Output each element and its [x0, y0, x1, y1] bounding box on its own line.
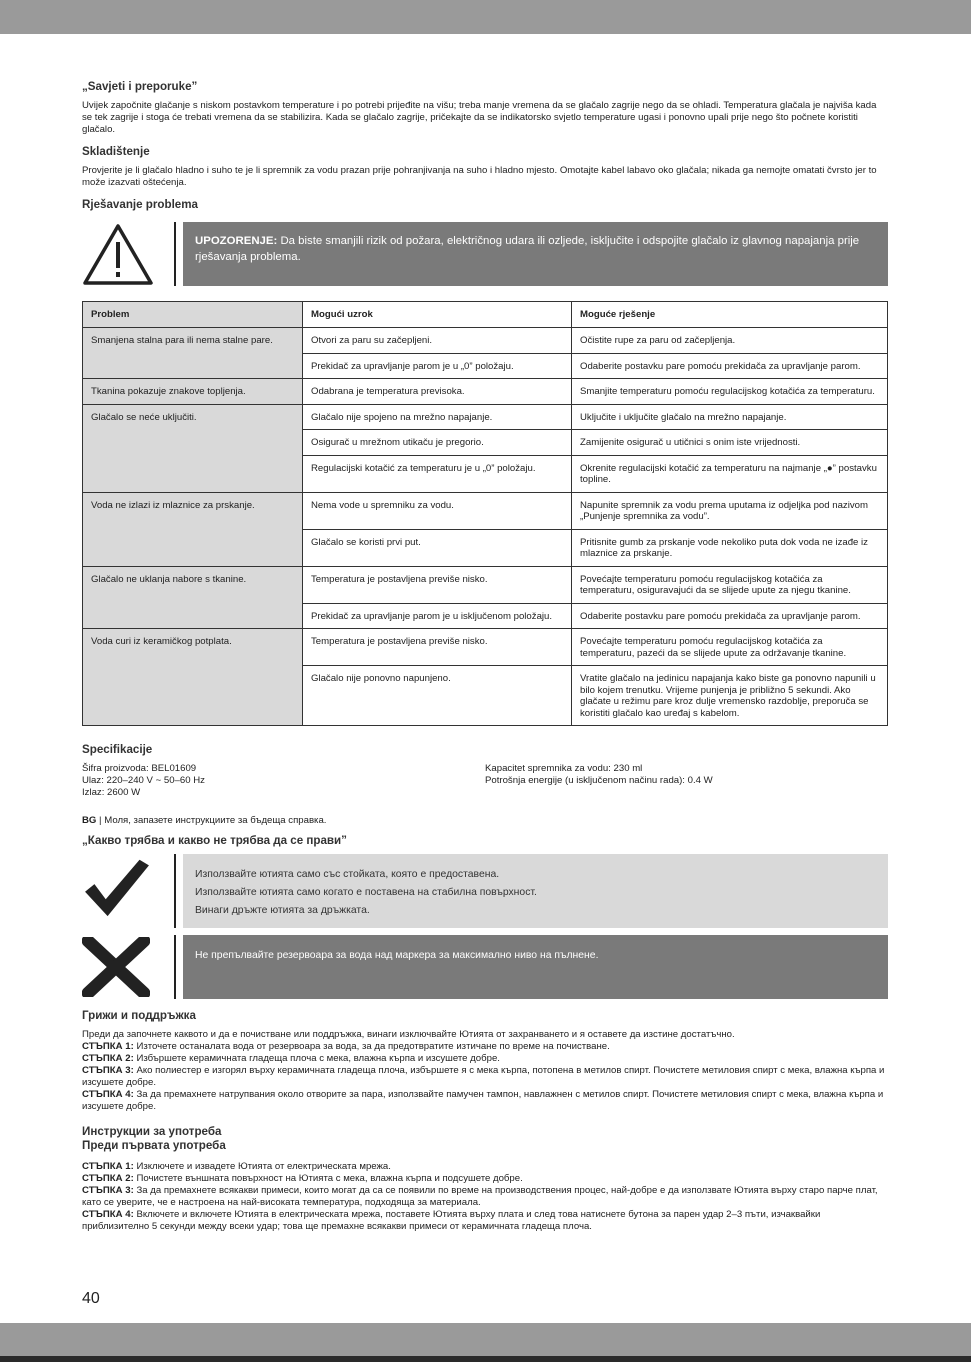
- dos-item: Винаги дръжте ютията за дръжката.: [195, 905, 370, 916]
- specs-left: [82, 763, 485, 799]
- step-text: Включете и включете Ютията в електрическата мрежа, поставете Ютията върху плата и след това натиснете бутона за парен удар 2–3 пъти, изчаквайки приблизително 5 секунди между всеки удар; това ще премахне всякакви примеси от керамичната гладеща плоча.: [82, 1209, 821, 1232]
- cause-cell: Glačalo se koristi prvi put.: [303, 529, 572, 566]
- step-label: СТЪПКА 1:: [82, 1041, 134, 1052]
- problem-cell: Glačalo se neće uključiti.: [83, 404, 303, 492]
- problem-cell: Glačalo ne uklanja nabore s tkanine.: [83, 566, 303, 629]
- donts-box: [183, 935, 888, 999]
- specs-columns: [82, 763, 888, 799]
- bg-intro-text: | Моля, запазете инструкциите за бъдеща справка.: [96, 815, 327, 826]
- troubleshooting-heading: Rješavanje problema: [82, 198, 198, 211]
- dos-block: [82, 854, 888, 928]
- care-step: [82, 1089, 888, 1113]
- header-solution: Moguće rješenje: [572, 302, 888, 328]
- specs-right: [485, 763, 888, 799]
- first-step: [82, 1161, 888, 1173]
- step-text: Ако полиестер е изгорял върху керамичната гладеща плоча, избършете я с мека кърпа, потопена в метилов спирт. Почистете метиловия спирт с мека, влажна кърпа и изсушете добре.: [82, 1065, 885, 1088]
- spec-line: Izlaz: 2600 W: [82, 787, 141, 798]
- spec-line: Potrošnja energije (u isključenom načinu rada): 0.4 W: [485, 775, 713, 786]
- cause-cell: Glačalo nije spojeno na mrežno napajanje.: [303, 404, 572, 430]
- checkmark-icon: [82, 856, 152, 918]
- table-row: [83, 566, 888, 603]
- troubleshooting-table: [82, 301, 888, 726]
- step-text: За да премахнете натрупвания около отворите за пара, използвайте памучен тампон, навлажнен с метилов спирт. Почистете метиловия спирт с мека, влажна кърпа и изсушете добре.: [82, 1089, 884, 1112]
- table-row: [83, 379, 888, 405]
- storage-section: [82, 145, 888, 189]
- step-label: СТЪПКА 2:: [82, 1053, 134, 1064]
- step-text: Избършете керамичната гладеща плоча с мека, влажна кърпа и изсушете добре.: [133, 1053, 500, 1064]
- usage-section: [82, 1125, 888, 1233]
- spec-line: Šifra proizvoda: BEL01609: [82, 763, 197, 774]
- solution-cell: Povećajte temperaturu pomoću regulacijskog kotačića za temperaturu, pazeći da se slijede upute za održavanje tkanine.: [572, 629, 888, 666]
- tips-heading: „Savjeti i preporuke”: [82, 80, 198, 93]
- warning-label: UPOZORENJE:: [195, 235, 278, 247]
- step-label: СТЪПКА 4:: [82, 1089, 134, 1100]
- bottom-line: [0, 1356, 971, 1362]
- problem-cell: Tkanina pokazuje znakove topljenja.: [83, 379, 303, 405]
- table-header-row: [83, 302, 888, 328]
- problem-cell: Smanjena stalna para ili nema stalne pare.: [83, 328, 303, 379]
- dos-heading: „Какво трябва и какво не трябва да се прави”: [82, 834, 347, 847]
- page-content: [82, 80, 888, 1242]
- step-label: СТЪПКА 3:: [82, 1185, 134, 1196]
- solution-cell: Napunite spremnik za vodu prema uputama iz odjeljka pod nazivom „Punjenje spremnika za vodu”.: [572, 492, 888, 529]
- specs-section: [82, 743, 888, 799]
- cause-cell: Osigurač u mrežnom utikaču je pregorio.: [303, 430, 572, 456]
- dos-item: Използвайте ютията само когато е поставена на стабилна повърхност.: [195, 887, 537, 898]
- step-label: СТЪПКА 4:: [82, 1209, 134, 1220]
- tips-section: [82, 80, 888, 136]
- step-text: Изключете и извадете Ютията от електрическата мрежа.: [133, 1161, 391, 1172]
- table-row: [83, 492, 888, 529]
- cause-cell: Prekidač za upravljanje parom je u „0” položaju.: [303, 353, 572, 379]
- warning-divider: [174, 222, 176, 286]
- dos-divider: [174, 854, 176, 928]
- warning-box: [183, 222, 888, 286]
- care-step: [82, 1065, 888, 1089]
- solution-cell: Smanjite temperaturu pomoću regulacijskog kotačića za temperaturu.: [572, 379, 888, 405]
- solution-cell: Zamijenite osigurač u utičnici s onim iste vrijednosti.: [572, 430, 888, 456]
- care-step: [82, 1041, 888, 1053]
- step-text: Източете останалата вода от резервоара за вода, за да предотвратите изтичане по време на почистване.: [133, 1041, 610, 1052]
- page-number: 40: [82, 1290, 100, 1307]
- bg-code: BG: [82, 815, 97, 826]
- donts-divider: [174, 935, 176, 999]
- step-text: Почистете външната повърхност на Ютията с мека, влажна кърпа и подсушете добре.: [133, 1173, 523, 1184]
- dos-box: [183, 854, 888, 928]
- solution-cell: Uključite i uključite glačalo na mrežno napajanje.: [572, 404, 888, 430]
- care-section: [82, 1009, 888, 1113]
- warning-text: Da biste smanjili rizik od požara, električnog udara ili ozljede, isključite i odspojite glačalo iz glavnog napajanja prije rješavanja problema.: [195, 235, 860, 263]
- first-use-heading: Преди първата употреба: [82, 1139, 226, 1152]
- care-step: [82, 1053, 888, 1065]
- cross-icon: [82, 937, 150, 997]
- cause-cell: Regulacijski kotačić za temperaturu je u „0” položaju.: [303, 455, 572, 492]
- step-label: СТЪПКА 3:: [82, 1065, 134, 1076]
- donts-item: Не препълвайте резервоара за вода над маркера за максимално ниво на пълнене.: [195, 950, 599, 961]
- first-step: [82, 1185, 888, 1209]
- header-problem: Problem: [83, 302, 303, 328]
- care-intro: Преди да започнете каквото и да е почистване или поддръжка, винаги изключвайте Ютията от захранването и я оставете да изстине достатъчно.: [82, 1029, 735, 1040]
- warning-triangle-icon: [82, 222, 154, 286]
- solution-cell: Očistite rupe za paru od začepljenja.: [572, 328, 888, 354]
- dos-item: Използвайте ютията само със стойката, която е предоставена.: [195, 869, 500, 880]
- first-step: [82, 1173, 888, 1185]
- problem-cell: Voda curi iz keramičkog potplata.: [83, 629, 303, 726]
- cause-cell: Nema vode u spremniku za vodu.: [303, 492, 572, 529]
- first-step: [82, 1209, 888, 1233]
- cause-cell: Odabrana je temperatura previsoka.: [303, 379, 572, 405]
- table-row: [83, 629, 888, 666]
- table-row: [83, 404, 888, 430]
- usage-heading: Инструкции за употреба: [82, 1125, 222, 1138]
- warning-block: [82, 222, 888, 288]
- spec-line: Ulaz: 220–240 V ~ 50–60 Hz: [82, 775, 205, 786]
- problem-cell: Voda ne izlazi iz mlaznice za prskanje.: [83, 492, 303, 566]
- cause-cell: Temperatura je postavljena previše nisko.: [303, 629, 572, 666]
- tips-text: Uvijek započnite glačanje s niskom postavkom temperature i po potrebi prijeđite na višu; treba manje vremena da se glačalo zagrije nego da se ohladi. Temperatura glačala je najviša kada se tek zagrije i stoga će trebati vremena da se stabilizira. Kada se glačalo zagrije, pričekajte da se indikatorsko svjetlo temperature ugasi i ponovno upali prije nego što počnete koristiti glačalo.: [82, 100, 877, 135]
- solution-cell: Okrenite regulacijski kotačić za temperaturu na najmanje „●” postavku topline.: [572, 455, 888, 492]
- step-label: СТЪПКА 1:: [82, 1161, 134, 1172]
- table-row: [83, 328, 888, 354]
- solution-cell: Odaberite postavku pare pomoću prekidača za upravljanje parom.: [572, 603, 888, 629]
- solution-cell: Vratite glačalo na jedinicu napajanja kako biste ga ponovno napunili u bilo kojem trenutku. Vrijeme punjenja je približno 5 sekundi. Ako glačate u režimu pare kroz dulje vremensko razdoblje, preporuča se koristiti glačalo kao uređaj s kabelom.: [572, 666, 888, 726]
- cause-cell: Temperatura je postavljena previše nisko.: [303, 566, 572, 603]
- solution-cell: Povećajte temperaturu pomoću regulacijskog kotačića za temperaturu, osiguravajući da se slijede upute za njegu tkanine.: [572, 566, 888, 603]
- bg-intro: [82, 815, 888, 827]
- cause-cell: Glačalo nije ponovno napunjeno.: [303, 666, 572, 726]
- donts-block: [82, 935, 888, 999]
- specs-heading: Specifikacije: [82, 743, 153, 756]
- storage-heading: Skladištenje: [82, 145, 150, 158]
- cause-cell: Otvori za paru su začepljeni.: [303, 328, 572, 354]
- spec-line: Kapacitet spremnika za vodu: 230 ml: [485, 763, 643, 774]
- step-text: За да премахнете всякакви примеси, които могат да са се появили по време на производствения процес, най-добре е да използвате Ютията върху старо парче плат, като се уверите, че е настроена на най-високата температура, подходяща за материала.: [82, 1185, 878, 1208]
- care-heading: Грижи и поддръжка: [82, 1009, 196, 1022]
- storage-text: Provjerite je li glačalo hladno i suho te je li spremnik za vodu prazan prije pohranjivanja na suho i hladno mjesto. Omotajte kabel labavo oko glačala; nikada ga nemojte omatati čvrsto jer to može izazvati oštećenja.: [82, 165, 877, 188]
- top-band: [0, 0, 971, 34]
- header-cause: Mogući uzrok: [303, 302, 572, 328]
- solution-cell: Odaberite postavku pare pomoću prekidača za upravljanje parom.: [572, 353, 888, 379]
- solution-cell: Pritisnite gumb za prskanje vode nekoliko puta dok voda ne izađe iz mlaznice za prskanje.: [572, 529, 888, 566]
- step-label: СТЪПКА 2:: [82, 1173, 134, 1184]
- cause-cell: Prekidač za upravljanje parom je u isključenom položaju.: [303, 603, 572, 629]
